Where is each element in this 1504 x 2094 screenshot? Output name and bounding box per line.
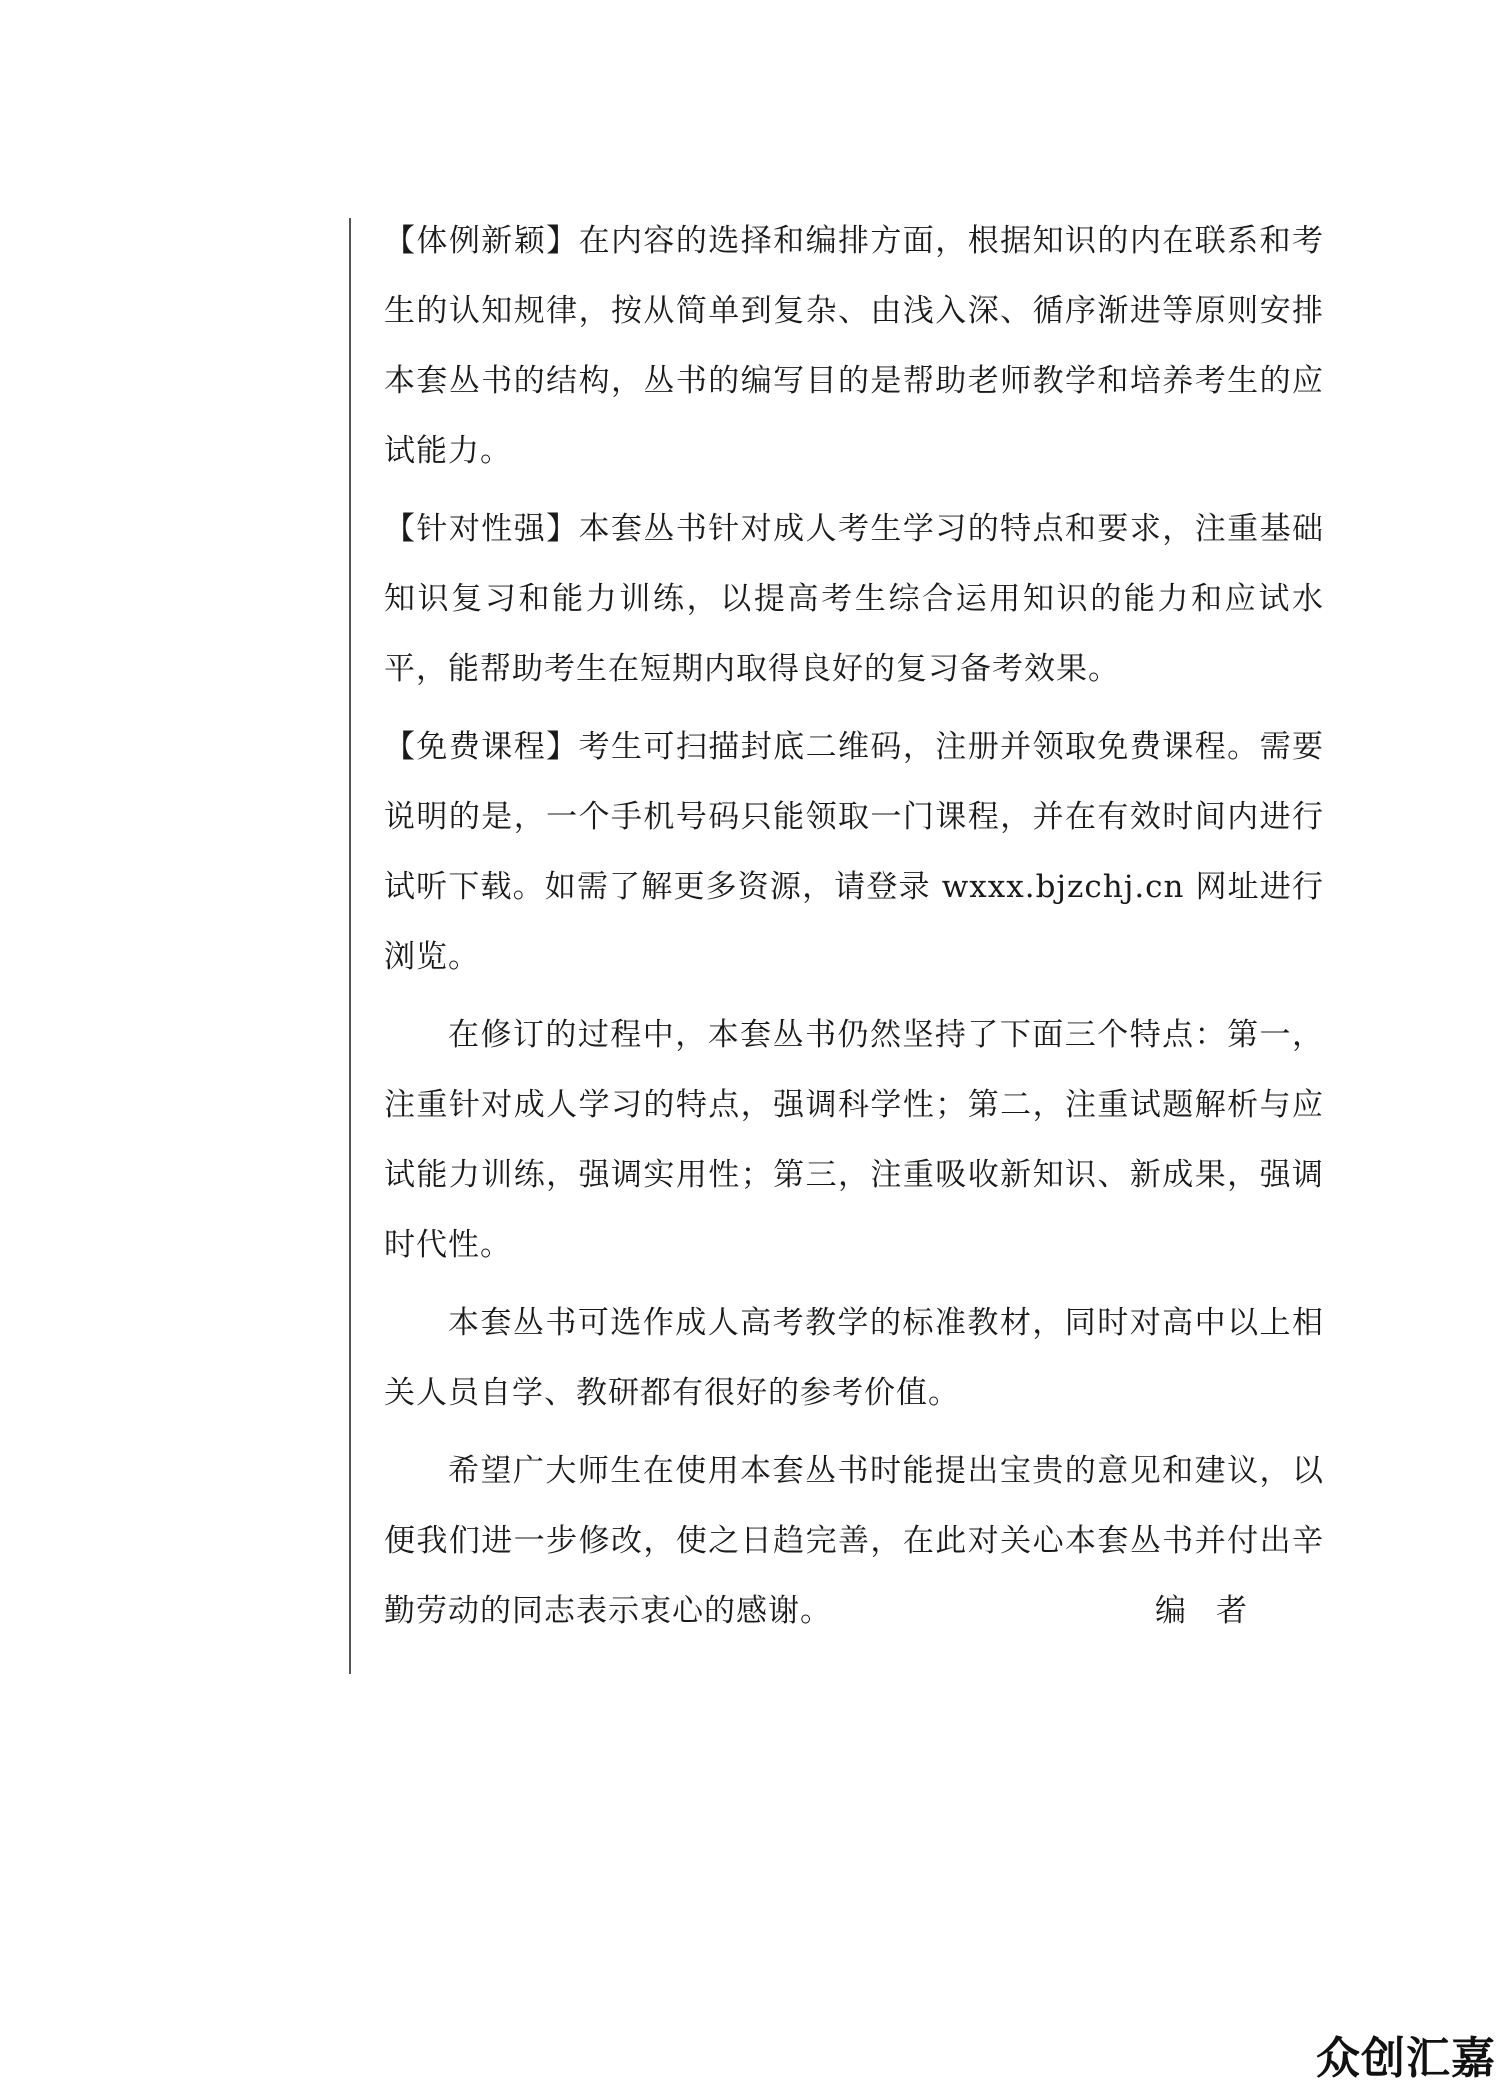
body-text [384, 206, 1324, 1646]
paragraph-text: 本套丛书针对成人考生学习的特点和要求，注重基础知识复习和能力训练，以提高考生综合运用知识的能力和应试水平，能帮助考生在短期内取得良好的复习备考效果。 [384, 511, 1325, 687]
watermark-logo: 众创汇嘉 [1316, 2033, 1496, 2084]
paragraph-text: 考生可扫描封底二维码，注册并领取免费课程。需要说明的是，一个手机号码只能领取一门课程，并在有效时间内进行试听下载。如需了解更多资源，请登录 wxxx.bjzchj.cn 网址进行浏览。 [384, 729, 1325, 975]
paragraph-text: 希望广大师生在使用本套丛书时能提出宝贵的意见和建议，以便我们进一步修改，使之日趋完善，在此对关心本套丛书并付出辛勤劳动的同志表示衷心的感谢。 [384, 1453, 1324, 1629]
paragraph-label: 【针对性强】 [384, 511, 579, 547]
paragraph-label: 【体例新颖】 [384, 223, 579, 259]
author-signature: 编者 [1155, 1593, 1277, 1629]
paragraph-revision [384, 1000, 1324, 1280]
paragraph-text: 在修订的过程中，本套丛书仍然坚持了下面三个特点：第一，注重针对成人学习的特点，强调科学性；第二，注重试题解析与应试能力训练，强调实用性；第三，注重吸收新知识、新成果，强调时代性。 [384, 1017, 1324, 1263]
paragraph-free-course [384, 712, 1324, 992]
paragraph-label: 【免费课程】 [384, 729, 579, 765]
paragraph-targeted [384, 494, 1324, 704]
paragraph-text: 在内容的选择和编排方面，根据知识的内在联系和考生的认知规律，按从简单到复杂、由浅入深、循序渐进等原则安排本套丛书的结构，丛书的编写目的是帮助老师教学和培养考生的应试能力。 [384, 223, 1325, 469]
paragraph-text: 本套丛书可选作成人高考教学的标准教材，同时对高中以上相关人员自学、教研都有很好的参考价值。 [384, 1305, 1324, 1411]
margin-rule [349, 218, 351, 1674]
paragraph-format-novel [384, 206, 1324, 486]
paragraph-textbook [384, 1288, 1324, 1428]
